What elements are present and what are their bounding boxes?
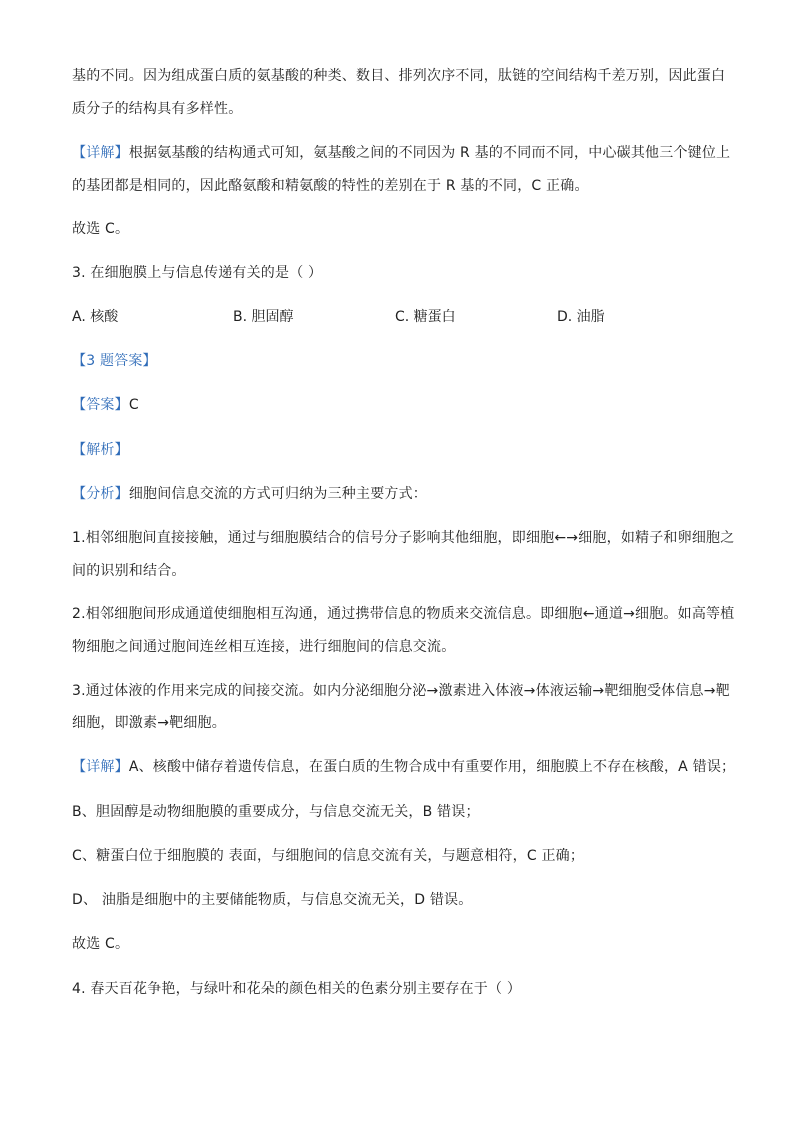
paragraph-line: 2.相邻细胞间形成通道使细胞相互沟通，通过携带信息的物质来交流信息。即细胞←通道→细胞。如高等植 xyxy=(72,606,735,622)
detail-tag: 【详解】 xyxy=(72,759,129,775)
answer-tag: 【答案】 xyxy=(72,397,129,413)
option-b: B. 胆固醇 xyxy=(233,309,294,325)
detail-explanation-line xyxy=(72,757,735,777)
analysis-line xyxy=(72,484,427,504)
detail-explanation-line xyxy=(72,143,730,163)
question-3-options xyxy=(72,307,722,327)
detail-text: A、核酸中储存着遗传信息，在蛋白质的生物合成中有重要作用，细胞膜上不存在核酸，A 错误； xyxy=(128,759,736,775)
paragraph-line: 的基团都是相同的，因此酪氨酸和精氨酸的特性的差别在于 R 基的不同，C 正确。 xyxy=(72,178,589,194)
paragraph-line: D、 油脂是细胞中的主要储能物质，与信息交流无关，D 错误。 xyxy=(72,892,473,908)
option-d: D. 油脂 xyxy=(557,309,605,325)
paragraph-line: 质分子的结构具有多样性。 xyxy=(72,101,243,117)
paragraph-line: 物细胞之间通过胞间连丝相互连接，进行细胞间的信息交流。 xyxy=(72,639,456,655)
answer-value: C xyxy=(128,397,139,413)
option-a: A. 核酸 xyxy=(72,309,119,325)
analysis-text: 细胞间信息交流的方式可归纳为三种主要方式： xyxy=(128,486,428,502)
question-3-stem: 3. 在细胞膜上与信息传递有关的是（ ） xyxy=(72,265,323,281)
analysis-heading: 【解析】 xyxy=(72,442,129,458)
detail-tag: 【详解】 xyxy=(72,145,129,161)
paragraph-line: 细胞，即激素→靶细胞。 xyxy=(72,715,226,731)
paragraph-line: 3.通过体液的作用来完成的间接交流。如内分泌细胞分泌→激素进入体液→体液运输→靶细胞受体信息→靶 xyxy=(72,683,730,699)
analysis-tag: 【分析】 xyxy=(72,486,129,502)
paragraph-line: C、糖蛋白位于细胞膜的 表面，与细胞间的信息交流有关，与题意相符，C 正确； xyxy=(72,848,585,864)
paragraph-line: B、胆固醇是动物细胞膜的重要成分，与信息交流无关，B 错误； xyxy=(72,804,480,820)
question-4-stem: 4. 春天百花争艳，与绿叶和花朵的颜色相关的色素分别主要存在于（ ） xyxy=(72,981,522,997)
question-3-answer-heading: 【3 题答案】 xyxy=(72,353,157,369)
option-c: C. 糖蛋白 xyxy=(395,309,456,325)
paragraph-line: 1.相邻细胞间直接接触，通过与细胞膜结合的信号分子影响其他细胞，即细胞←→细胞，如精子和卵细胞之 xyxy=(72,530,735,546)
detail-text: 根据氨基酸的结构通式可知，氨基酸之间的不同因为 R 基的不同而不同，中心碳其他三个键位上 xyxy=(128,145,731,161)
paragraph-line: 基的不同。因为组成蛋白质的氨基酸的种类、数目、排列次序不同，肽链的空间结构千差万别，因此蛋白 xyxy=(72,68,726,84)
choice-conclusion: 故选 C。 xyxy=(72,221,130,237)
answer-line xyxy=(72,395,139,415)
paragraph-line: 间的识别和结合。 xyxy=(72,563,186,579)
choice-conclusion: 故选 C。 xyxy=(72,936,130,952)
